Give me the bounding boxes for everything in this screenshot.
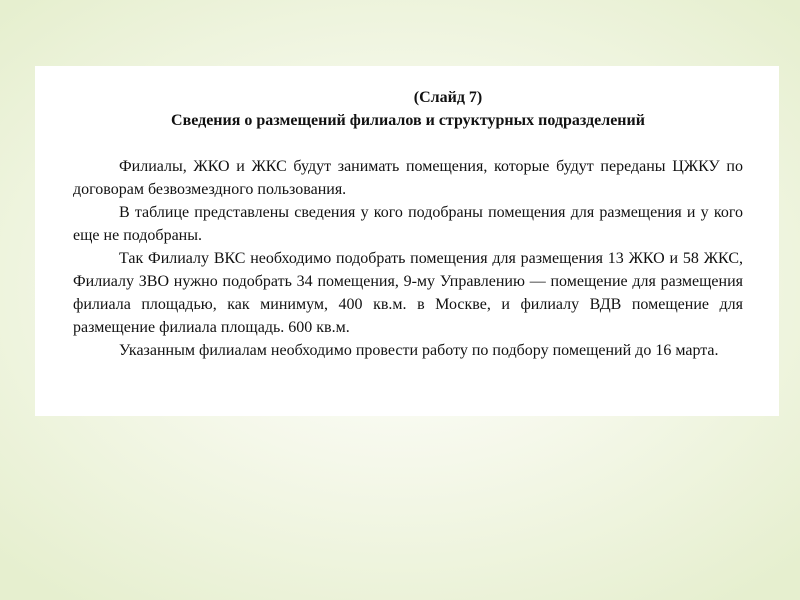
document-body [73,86,743,362]
document-title: Сведения о размещений филиалов и структурных подразделений [171,112,645,129]
slide-content-panel [35,66,779,416]
paragraph-3: Так Филиалу ВКС необходимо подобрать помещения для размещения 13 ЖКО и 58 ЖКС, Филиалу ЗВО нужно подобрать 34 помещения, 9-му Управлению — помещение для размещения филиала площадью, как минимум, 400 кв.м. в Москве, и филиалу ВДВ помещение для размещение филиала площадь. 600 кв.м. [73,250,743,336]
paragraph-4: Указанным филиалам необходимо провести работу по подбору помещений до 16 марта. [119,342,719,359]
paragraph-2: В таблице представлены сведения у кого подобраны помещения для размещения и у кого еще не подобраны. [73,204,743,244]
paragraph-1: Филиалы, ЖКО и ЖКС будут занимать помещения, которые будут переданы ЦЖКУ по договорам безвозмездного пользования. [73,158,743,198]
slide-number-label: (Слайд 7) [413,89,483,106]
